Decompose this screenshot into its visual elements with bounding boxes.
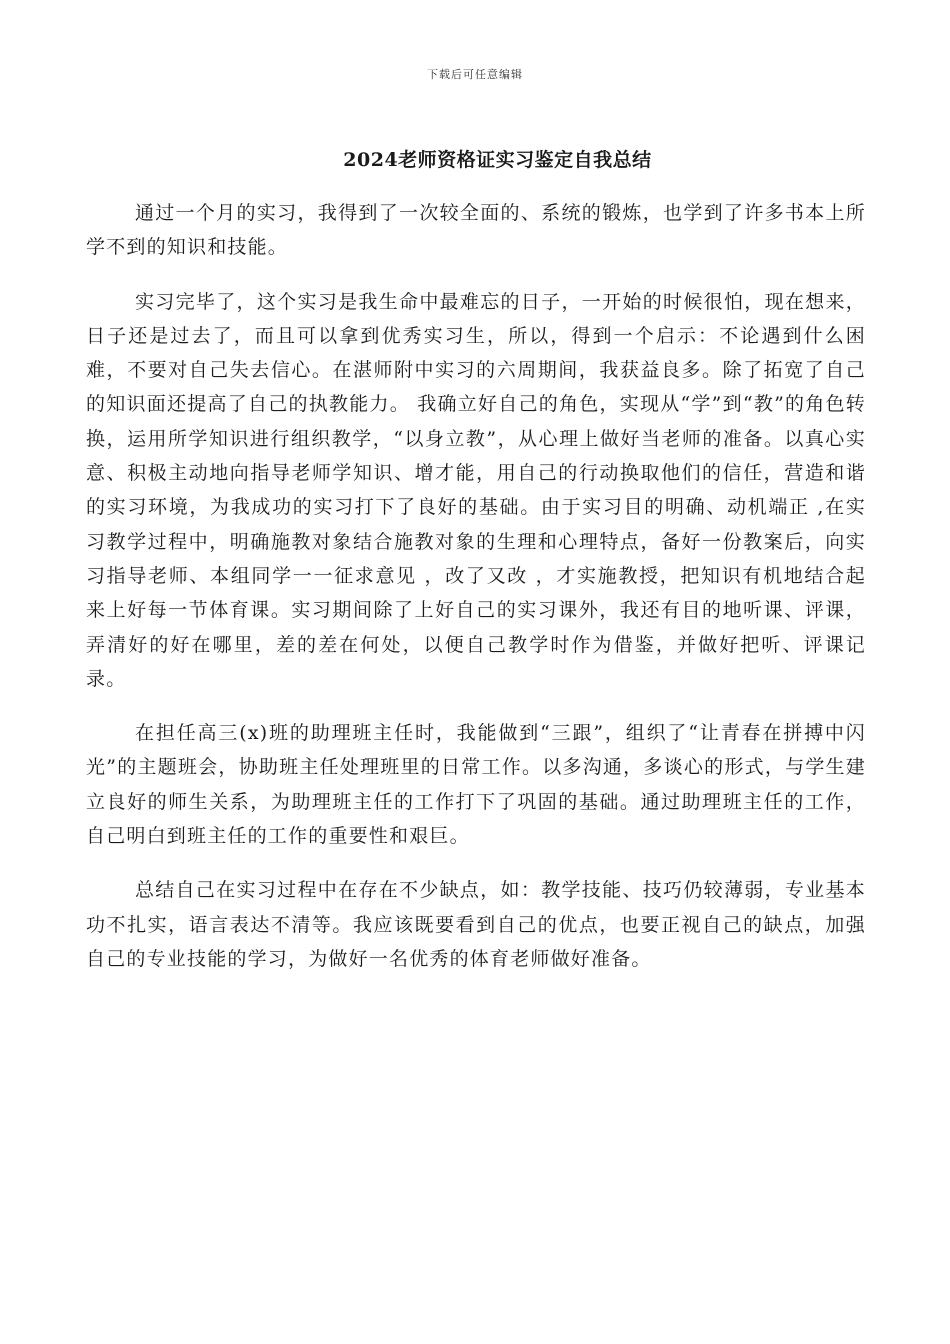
paragraph-4: 总结自己在实习过程中在存在不少缺点，如：教学技能、技巧仍较薄弱，专业基本功不扎实，语言表达不清等。我应该既要看到自己的优点，也要正视自己的缺点，加强自己的专业技能的学习，为做好一名优秀的体育老师做好准备。 xyxy=(86,879,866,970)
paragraph-1: 通过一个月的实习，我得到了一次较全面的、系统的锻炼，也学到了许多书本上所学不到的知识和技能。 xyxy=(86,202,866,259)
paragraph-2: 实习完毕了，这个实习是我生命中最难忘的日子，一开始的时候很怕，现在想来，日子还是过去了，而且可以拿到优秀实习生，所以，得到一个启示：不论遇到什么困难，不要对自己失去信心。在湛师附中实习的六周期间，我获益良多。除了拓宽了自己的知识面还提高了自己的执教能力。 我确立好自己的角色，实现从“学”到“教”的角色转换，运用所学知识进行组织教学，“以身立教”，从心理上做好当老师的准备。以真心实意、积极主动地向指导老师学知识、增才能，用自己的行动换取他们的信任，营造和谐的实习环境，为我成功的实习打下了良好的基础。由于实习目的明确、动机端正 ,在实习教学过程中，明确施教对象结合施教对象的生理和心理特点，备好一份教案后，向实习指导老师、本组同学一一征求意见 ，改了又改 ，才实施教授，把知识有机地结合起来上好每一节体育课。实习期间除了上好自己的实习课外，我还有目的地听课、评课，弄清好的好在哪里，差的差在何处，以便自己教学时作为借鉴，并做好把听、评课记录。 xyxy=(86,290,866,690)
paragraph-3: 在担任高三(x)班的助理班主任时，我能做到“三跟”，组织了“让青春在拼搏中闪光”的主题班会，协助班主任处理班里的日常工作。以多沟通，多谈心的形式，与学生建立良好的师生关系，为助理班主任的工作打下了巩固的基础。通过助理班主任的工作，自己明白到班主任的工作的重要性和艰巨。 xyxy=(86,722,866,848)
header-note: 下载后可任意编辑 xyxy=(427,68,523,81)
document-title: 2024老师资格证实习鉴定自我总结 xyxy=(343,149,652,171)
document-body xyxy=(86,196,866,996)
